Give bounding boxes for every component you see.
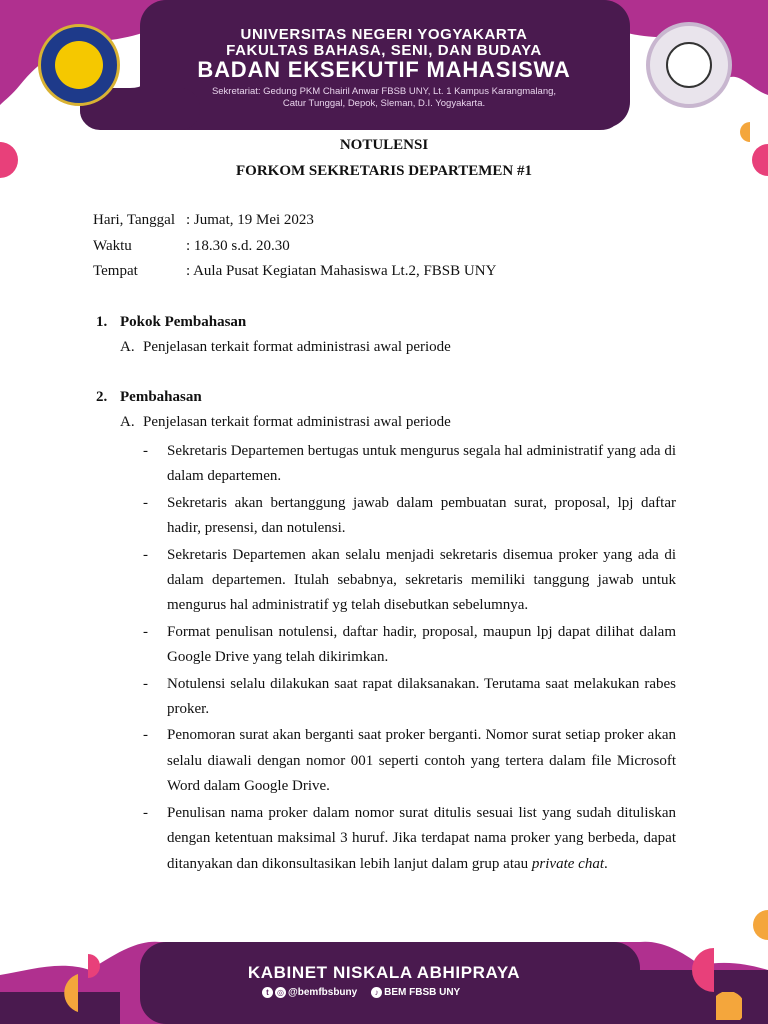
bullet-text: Format penulisan notulensi, daftar hadir, proposal, maupun lpj dapat dilihat dalam Google Drive yang telah dikirimkan. [167,623,676,666]
header-address-line2: Catur Tunggal, Depok, Sleman, D.I. Yogyakarta. [282,98,486,109]
header-faculty: FAKULTAS BAHASA, SENI, DAN BUDAYA [226,42,542,59]
bem-logo [646,22,732,108]
section2-item-letter: A. [120,414,135,430]
info-value: : Jumat, 19 Mei 2023 [186,212,314,228]
info-row-place [93,263,496,280]
bullet-dash: - [143,727,148,744]
info-label: Waktu [93,238,132,254]
instagram-icon: ◎ [275,987,286,998]
bullet-text: Penulisan nama proker dalam nomor surat ditulis sesuai list yang sudah dituliskan dengan ketentuan maksimal 3 huruf. Jika terdapat nama proker yang berbeda, dapat ditanyakan dan dikonsultasikan lebih lanjut dalam grup atau [167,804,676,872]
header-university: UNIVERSITAS NEGERI YOGYAKARTA [240,26,528,43]
footer-social-name: BEM FBSB UNY [384,987,461,998]
section2-title: Pembahasan [120,389,202,405]
footer-social [262,987,460,998]
bullet-text-end: . [604,855,608,872]
bullet-italic-text: private chat [531,855,604,872]
bullet-dash: - [143,443,148,459]
info-label: Hari, Tanggal [93,212,175,228]
footer-cabinet-name: KABINET NISKALA ABHIPRAYA [247,963,521,982]
section1-number: 1. [96,314,108,330]
bullet-dash: - [143,546,148,563]
info-value: : 18.30 s.d. 20.30 [186,238,290,254]
section2-item-text: Penjelasan terkait format administrasi awal periode [143,414,451,430]
section1-item-letter: A. [120,339,135,355]
info-row-time [93,238,290,255]
bullet-dash: - [143,804,148,821]
bullet-dash: - [143,623,148,640]
bullet-dash: - [143,675,148,692]
section1-item-text: Penjelasan terkait format administrasi awal periode [143,339,451,355]
discussion-bullet-list [143,439,676,878]
list-item [143,543,676,619]
footer-social-handle: @bemfbsbuny [288,987,358,998]
header-organization: BADAN EKSEKUTIF MAHASISWA [197,57,571,82]
uny-logo [38,24,120,106]
section2-number: 2. [96,389,108,405]
list-item [143,439,676,490]
list-item [143,620,676,671]
footer-right-orange-decoration [712,992,742,1024]
document-title: NOTULENSI [339,137,429,153]
bullet-text: Penomoran surat akan berganti saat proker berganti. Nomor surat setiap proker akan selalu diawali dengan nomor 001 seperti contoh yang tertera dalam file Microsoft Word dalam Google Drive. [167,727,676,795]
document-subtitle: FORKOM SEKRETARIS DEPARTEMEN #1 [235,163,533,179]
list-item [143,801,676,877]
header-address-line1: Sekretariat: Gedung PKM Chairil Anwar FBSB UNY, Lt. 1 Kampus Karangmalang, [211,86,557,97]
list-item [143,723,676,799]
bullet-dash: - [143,494,148,511]
list-item [143,672,676,723]
tiktok-icon: ♪ [371,987,382,998]
bullet-text: Sekretaris Departemen bertugas untuk mengurus segala hal administratif yang ada di dalam departemen. [167,443,677,485]
info-value: : Aula Pusat Kegiatan Mahasiswa Lt.2, FBSB UNY [186,263,497,279]
list-item [143,491,676,542]
section1-title: Pokok Pembahasan [120,314,247,330]
info-label: Tempat [93,263,138,279]
twitter-icon: t [262,987,273,998]
bullet-text: Sekretaris Departemen akan selalu menjadi sekretaris disemua proker yang ada di dalam departemen. Itulah sebabnya, sekretaris memiliki tanggung jawab untuk mengurus hal administratif yg telah disebutkan sebelumnya. [167,546,676,614]
bullet-text: Sekretaris akan bertanggung jawab dalam pembuatan surat, proposal, lpj daftar hadir, presensi, dan notulensi. [167,494,676,537]
info-row-date [93,212,314,229]
bullet-text: Notulensi selalu dilakukan saat rapat dilaksanakan. Terutama saat melakukan rabes proker. [167,675,676,718]
